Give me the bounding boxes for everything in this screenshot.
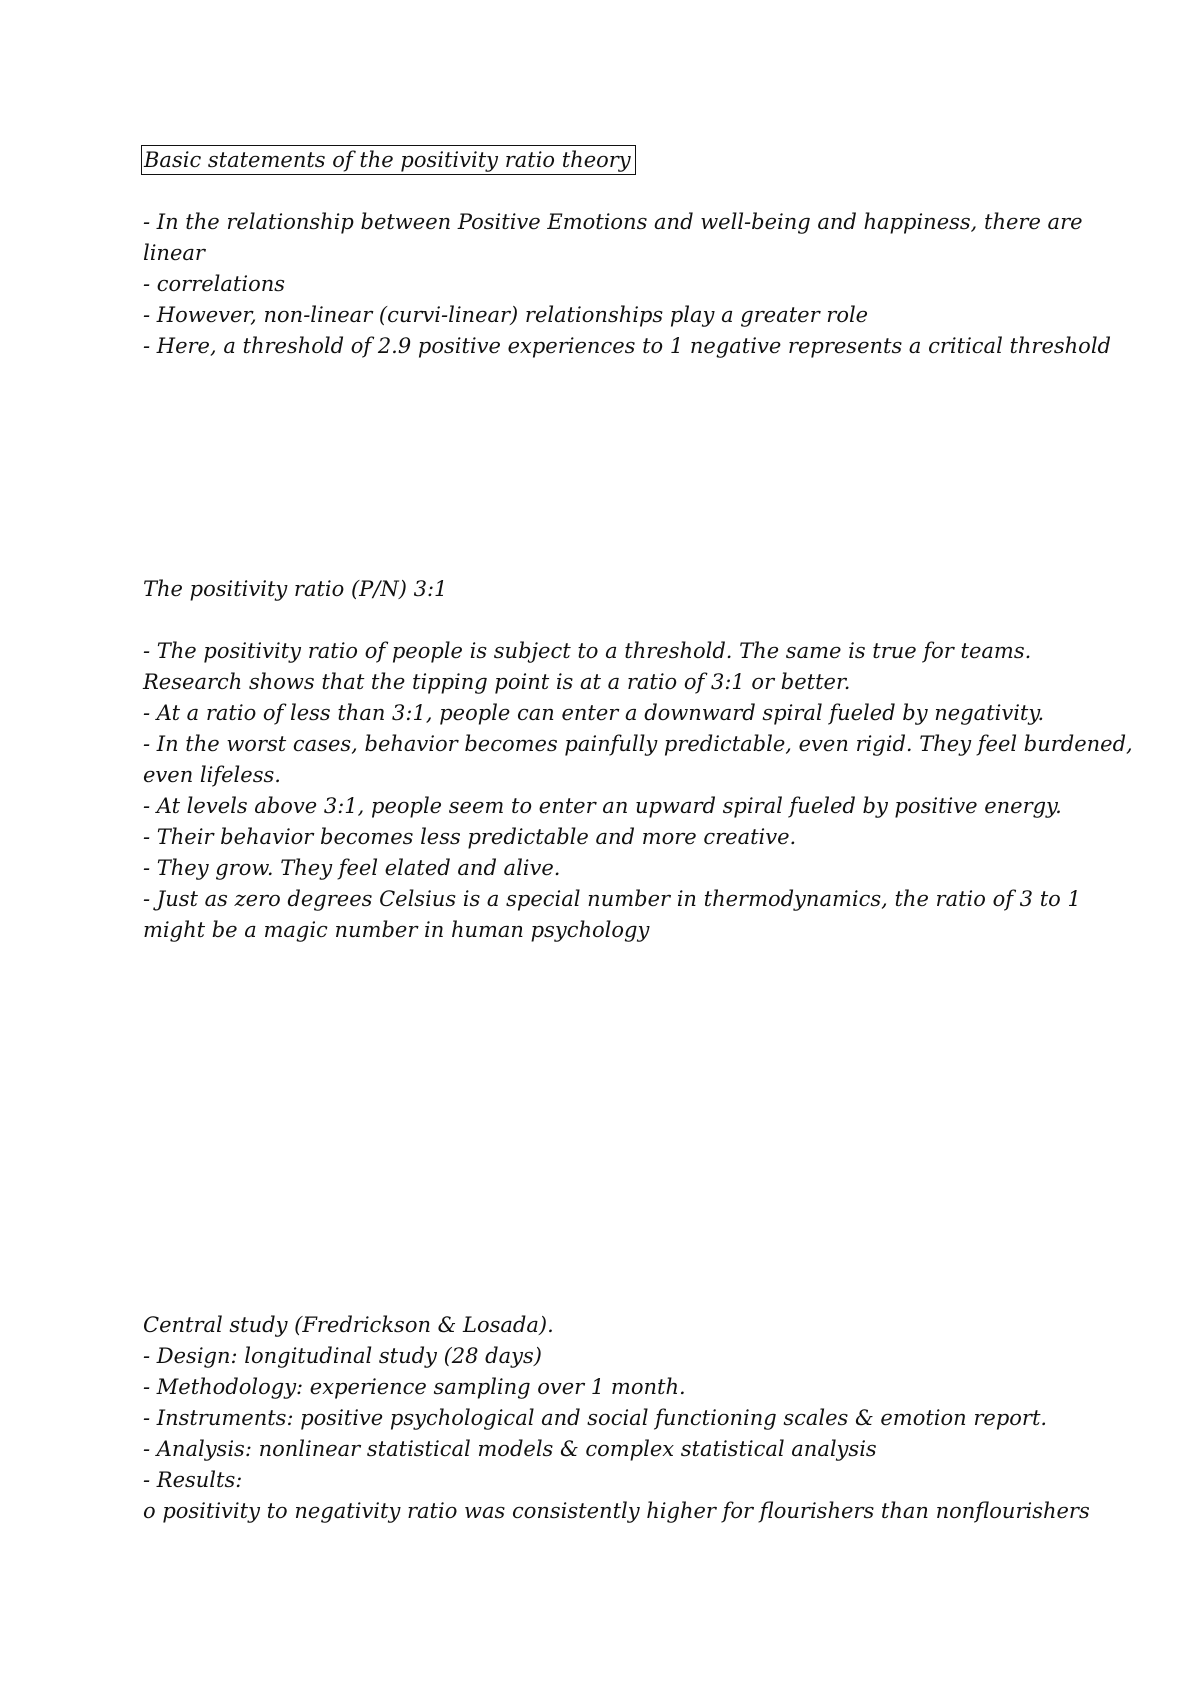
text-line: even lifeless. bbox=[143, 763, 281, 787]
text-line: - Their behavior becomes less predictable and more creative. bbox=[143, 825, 797, 849]
section-basic-statements bbox=[143, 145, 1111, 362]
text-line: - Here, a threshold of 2.9 positive experiences to 1 negative represents a critical threshold bbox=[143, 334, 1111, 358]
spacer bbox=[143, 176, 1083, 207]
text-line: - correlations bbox=[143, 272, 286, 296]
section-heading: Basic statements of the positivity ratio theory bbox=[141, 145, 636, 175]
spacer bbox=[143, 605, 1083, 636]
text-line: - However, non-linear (curvi-linear) relationships play a greater role bbox=[143, 303, 869, 327]
text-line: - In the relationship between Positive Emotions and well-being and happiness, there are bbox=[143, 210, 1083, 234]
section-heading: Central study (Fredrickson & Losada). bbox=[143, 1313, 554, 1337]
text-line: - Instruments: positive psychological and social functioning scales & emotion report. bbox=[143, 1406, 1048, 1430]
text-line: - Results: bbox=[143, 1468, 243, 1492]
text-line: Research shows that the tipping point is at a ratio of 3:1 or better. bbox=[143, 670, 851, 694]
text-line: linear bbox=[143, 241, 205, 265]
text-line: - At levels above 3:1, people seem to enter an upward spiral fueled by positive energy. bbox=[143, 794, 1062, 818]
text-line: - At a ratio of less than 3:1, people can enter a downward spiral fueled by negativity. bbox=[143, 701, 1045, 725]
section-central-study bbox=[143, 1310, 1090, 1527]
text-line: - The positivity ratio of people is subject to a threshold. The same is true for teams. bbox=[143, 639, 1032, 663]
text-line: - Just as zero degrees Celsius is a special number in thermodynamics, the ratio of 3 to 1 bbox=[143, 887, 1081, 911]
section-heading: The positivity ratio (P/N) 3:1 bbox=[143, 577, 448, 601]
text-line: - In the worst cases, behavior becomes painfully predictable, even rigid. They feel burdened, bbox=[143, 732, 1133, 756]
text-line: - Design: longitudinal study (28 days) bbox=[143, 1344, 542, 1368]
text-line: o positivity to negativity ratio was consistently higher for flourishers than nonflourishers bbox=[143, 1499, 1090, 1523]
section-positivity-ratio bbox=[143, 574, 1133, 946]
text-line: - Analysis: nonlinear statistical models & complex statistical analysis bbox=[143, 1437, 877, 1461]
text-line: - Methodology: experience sampling over 1 month. bbox=[143, 1375, 686, 1399]
text-line: might be a magic number in human psychology bbox=[143, 918, 650, 942]
text-line: - They grow. They feel elated and alive. bbox=[143, 856, 561, 880]
